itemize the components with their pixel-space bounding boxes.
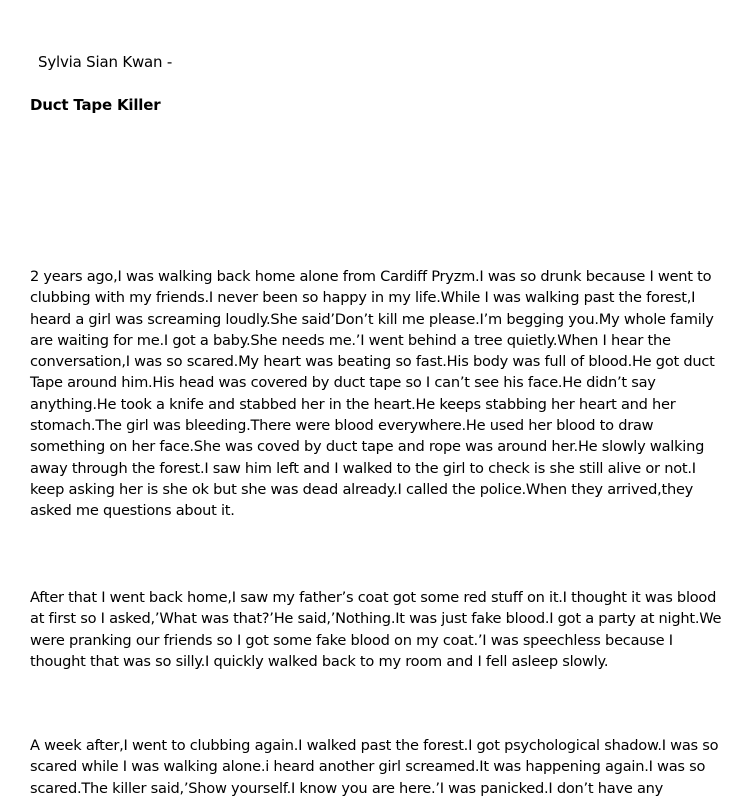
text-line: conversation,I was so scared.My heart was beating so fast.His body was full of blood.He got duct bbox=[30, 353, 715, 371]
paragraph-3 bbox=[30, 735, 730, 799]
text-line: asked me questions about it. bbox=[30, 502, 235, 520]
text-line: clubbing with my friends.I never been so happy in my life.While I was walking past the forest,I bbox=[30, 289, 696, 307]
text-line: are waiting for me.I got a baby.She needs me.’I went behind a tree quietly.When I hear the bbox=[30, 331, 671, 349]
text-line: heard a girl was screaming loudly.She said’Don’t kill me please.I’m begging you.My whole family bbox=[30, 310, 714, 328]
text-line: anything.He took a knife and stabbed her in the heart.He keeps stabbing her heart and her bbox=[30, 395, 676, 413]
text-line: Tape around him.His head was covered by duct tape so I can’t see his face.He didn’t say bbox=[30, 374, 656, 392]
text-line: scared.The killer said,’Show yourself.I know you are here.’I was panicked.I don’t have any bbox=[30, 779, 664, 797]
text-line: away through the forest.I saw him left and I walked to the girl to check is she still alive or not.I bbox=[30, 459, 696, 477]
text-line: scared while I was walking alone.i heard another girl screamed.It was happening again.I was so bbox=[30, 758, 706, 776]
text-line: A week after,I went to clubbing again.I walked past the forest.I got psychological shadow.I was so bbox=[30, 737, 719, 754]
story-title: Duct Tape Killer bbox=[30, 96, 161, 114]
paragraph-2 bbox=[30, 587, 730, 672]
text-line: were pranking our friends so I got some fake blood on my coat.’I was speechless because I bbox=[30, 631, 673, 649]
author-name: Sylvia Sian Kwan - bbox=[38, 53, 173, 71]
paragraph-1 bbox=[30, 266, 730, 522]
text-line: at first so I asked,’What was that?’He said,’Nothing.It was just fake blood.I got a party at night.We bbox=[30, 610, 722, 628]
text-line: 2 years ago,I was walking back home alone from Cardiff Pryzm.I was so drunk because I went to bbox=[30, 268, 712, 285]
text-line: keep asking her is she ok but she was dead already.I called the police.When they arrived,they bbox=[30, 480, 694, 498]
text-line: stomach.The girl was bleeding.There were blood everywhere.He used her blood to draw bbox=[30, 417, 654, 435]
text-line: something on her face.She was coved by duct tape and rope was around her.He slowly walking bbox=[30, 438, 705, 456]
text-line: After that I went back home,I saw my father’s coat got some red stuff on it.I thought it was blood bbox=[30, 589, 717, 606]
text-line: thought that was so silly.I quickly walked back to my room and I fell asleep slowly. bbox=[30, 652, 609, 670]
